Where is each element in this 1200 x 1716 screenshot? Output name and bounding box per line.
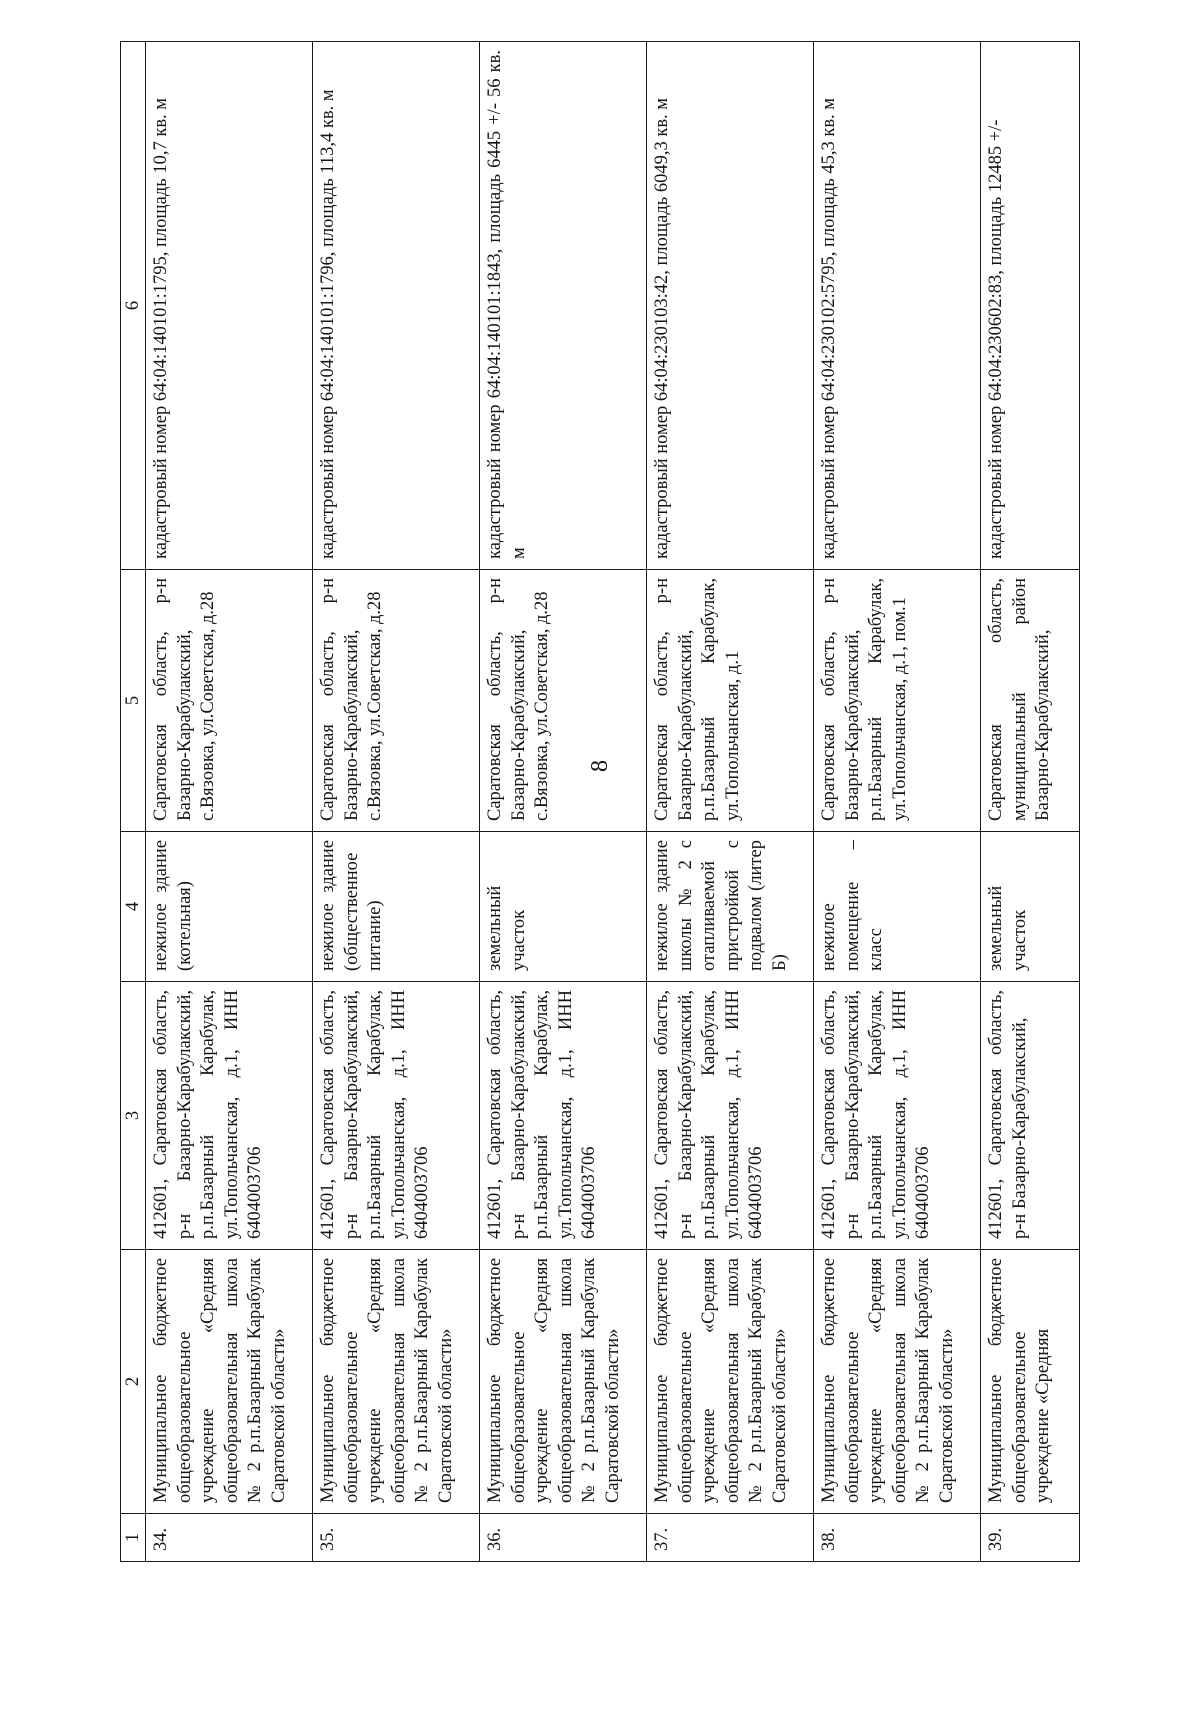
column-header: 2 bbox=[121, 1250, 146, 1514]
row-number: 34. bbox=[146, 1514, 313, 1562]
table-row bbox=[981, 42, 1080, 1562]
registry-table bbox=[120, 41, 1080, 1562]
row-number: 37. bbox=[647, 1514, 814, 1562]
column-header: 6 bbox=[121, 42, 146, 570]
details-cell: кадастровый номер 64:04:140101:1795, площадь 10,7 кв. м bbox=[146, 42, 313, 570]
table-row bbox=[480, 42, 647, 1562]
column-header: 4 bbox=[121, 832, 146, 982]
holder-cell: Муниципальное бюджетное общеобразовательное учреждение «Средняя bbox=[981, 1250, 1080, 1514]
address-cell: 412601, Саратовская область, р-н Базарно-Карабулакский, р.п.Базарный Карабулак, ул.Топольчанская, д.1, ИНН 6404003706 bbox=[480, 982, 647, 1250]
location-cell: Саратовская область, муниципальный район Базарно-Карабулакский, bbox=[981, 570, 1080, 832]
table-row bbox=[313, 42, 480, 1562]
object-cell: земельный участок bbox=[480, 832, 647, 982]
row-number: 36. bbox=[480, 1514, 647, 1562]
table-row bbox=[647, 42, 814, 1562]
table-row bbox=[146, 42, 313, 1562]
address-cell: 412601, Саратовская область, р-н Базарно-Карабулакский, р.п.Базарный Карабулак, ул.Топольчанская, д.1, ИНН 6404003706 bbox=[814, 982, 981, 1250]
details-cell: кадастровый номер 64:04:230102:5795, площадь 45,3 кв. м bbox=[814, 42, 981, 570]
details-cell: кадастровый номер 64:04:140101:1843, площадь 6445 +/- 56 кв. м bbox=[480, 42, 647, 570]
object-cell: нежилое помещение – класс bbox=[814, 832, 981, 982]
object-cell: нежилое здание (котельная) bbox=[146, 832, 313, 982]
location-cell: Саратовская область, р-н Базарно-Карабулакский, р.п.Базарный Карабулак, ул.Топольчанская, д.1, пом.1 bbox=[814, 570, 981, 832]
details-cell: кадастровый номер 64:04:230103:42, площадь 6049,3 кв. м bbox=[647, 42, 814, 570]
address-cell: 412601, Саратовская область, р-н Базарно-Карабулакский, р.п.Базарный Карабулак, ул.Топольчанская, д.1, ИНН 6404003706 bbox=[146, 982, 313, 1250]
column-header: 3 bbox=[121, 982, 146, 1250]
location-cell: Саратовская область, р-н Базарно-Карабулакский, с.Вязовка, ул.Советская, д.28 bbox=[146, 570, 313, 832]
holder-cell: Муниципальное бюджетное общеобразовательное учреждение «Средняя общеобразовательная школа № 2 р.п.Базарный Карабулак Саратовской области» bbox=[146, 1250, 313, 1514]
header-row bbox=[121, 42, 146, 1562]
object-cell: нежилое здание (общественное питание) bbox=[313, 832, 480, 982]
registry-table-wrapper bbox=[120, 42, 1080, 1562]
address-cell: 412601, Саратовская область, р-н Базарно-Карабулакский, р.п.Базарный Карабулак, ул.Топольчанская, д.1, ИНН 6404003706 bbox=[647, 982, 814, 1250]
object-cell: земельный участок bbox=[981, 832, 1080, 982]
column-header: 5 bbox=[121, 570, 146, 832]
row-number: 38. bbox=[814, 1514, 981, 1562]
location-cell: Саратовская область, р-н Базарно-Карабулакский, р.п.Базарный Карабулак, ул.Топольчанская, д.1 bbox=[647, 570, 814, 832]
holder-cell: Муниципальное бюджетное общеобразовательное учреждение «Средняя общеобразовательная школа № 2 р.п.Базарный Карабулак Саратовской области» bbox=[647, 1250, 814, 1514]
location-cell: Саратовская область, р-н Базарно-Карабулакский, с.Вязовка, ул.Советская, д.28 bbox=[480, 570, 647, 832]
table-row bbox=[814, 42, 981, 1562]
column-header: 1 bbox=[121, 1514, 146, 1562]
address-cell: 412601, Саратовская область, р-н Базарно-Карабулакский, bbox=[981, 982, 1080, 1250]
row-number: 35. bbox=[313, 1514, 480, 1562]
location-cell: Саратовская область, р-н Базарно-Карабулакский, с.Вязовка, ул.Советская, д.28 bbox=[313, 570, 480, 832]
address-cell: 412601, Саратовская область, р-н Базарно-Карабулакский, р.п.Базарный Карабулак, ул.Топольчанская, д.1, ИНН 6404003706 bbox=[313, 982, 480, 1250]
holder-cell: Муниципальное бюджетное общеобразовательное учреждение «Средняя общеобразовательная школа № 2 р.п.Базарный Карабулак Саратовской области» bbox=[480, 1250, 647, 1514]
details-cell: кадастровый номер 64:04:140101:1796, площадь 113,4 кв. м bbox=[313, 42, 480, 570]
row-number: 39. bbox=[981, 1514, 1080, 1562]
page-number: 8 bbox=[587, 760, 613, 772]
details-cell: кадастровый номер 64:04:230602:83, площадь 12485 +/- bbox=[981, 42, 1080, 570]
holder-cell: Муниципальное бюджетное общеобразовательное учреждение «Средняя общеобразовательная школа № 2 р.п.Базарный Карабулак Саратовской области» bbox=[313, 1250, 480, 1514]
object-cell: нежилое здание школы № 2 с отапливаемой пристройкой с подвалом (литер Б) bbox=[647, 832, 814, 982]
holder-cell: Муниципальное бюджетное общеобразовательное учреждение «Средняя общеобразовательная школа № 2 р.п.Базарный Карабулак Саратовской области» bbox=[814, 1250, 981, 1514]
